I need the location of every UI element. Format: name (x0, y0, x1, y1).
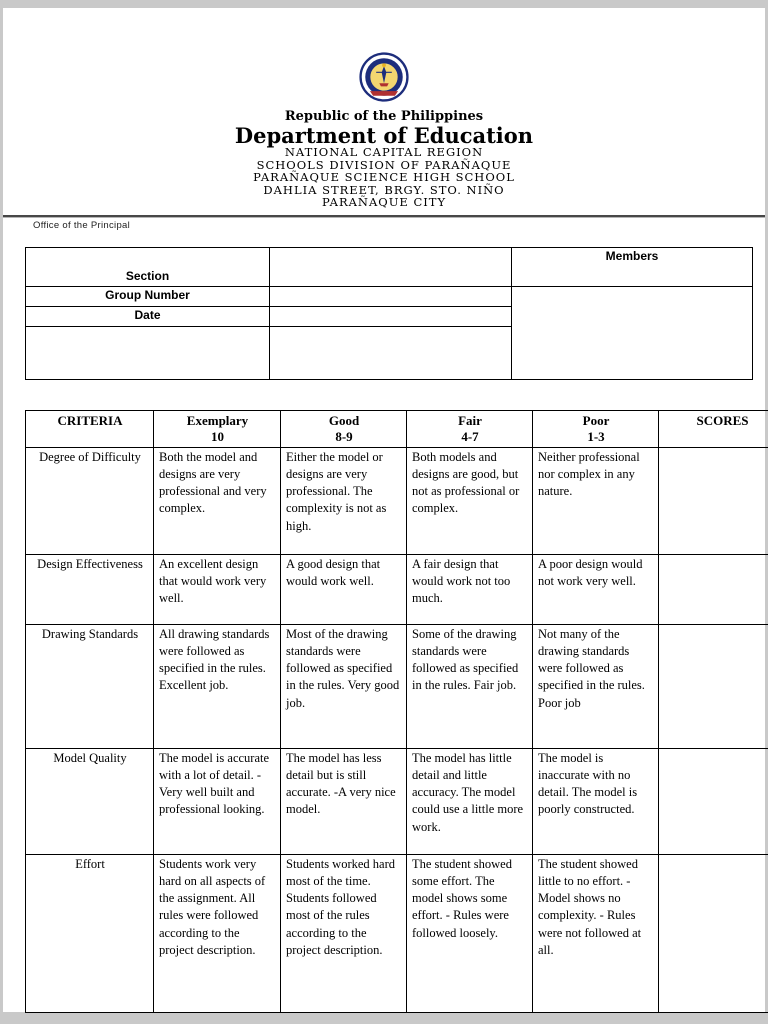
fair-cell: The model has little detail and little accuracy. The model could use a little more work. (407, 748, 533, 854)
header-good-points: 8-9 (335, 428, 353, 444)
exemplary-cell: Both the model and designs are very professional and very complex. (154, 447, 281, 554)
blank-label-cell (26, 326, 270, 379)
header-good (281, 410, 407, 447)
school-line: PARAÑAQUE SCIENCE HIGH SCHOOL (253, 170, 515, 184)
score-cell (659, 447, 768, 554)
rubric-table (25, 410, 768, 1013)
poor-cell: The model is inaccurate with no detail. The model is poorly constructed. (533, 748, 659, 854)
rubric-row-effort (26, 854, 768, 1012)
header-fair-points: 4-7 (461, 428, 479, 444)
good-cell: Most of the drawing standards were followed as specified in the rules. Very good job. (281, 624, 407, 748)
fair-cell: Both models and designs are good, but not as professional or complex. (407, 447, 533, 554)
poor-cell: Not many of the drawing standards were followed as specified in the rules. Poor job (533, 624, 659, 748)
office-label: Office of the Principal (33, 219, 131, 231)
good-cell: Students worked hard most of the time. Students followed most of the rules according to the project description. (281, 854, 407, 1012)
document-page (3, 8, 765, 1012)
poor-cell: A poor design would not work very well. (533, 554, 659, 624)
score-cell (659, 748, 768, 854)
score-cell (659, 854, 768, 1012)
rubric-row-design-effectiveness (26, 554, 768, 624)
exemplary-cell: The model is accurate with a lot of detail. - Very well built and professional looking. (154, 748, 281, 854)
blank-value-cell (270, 326, 512, 379)
city-line: PARAÑAQUE CITY (321, 195, 447, 209)
region-line: NATIONAL CAPITAL REGION (284, 145, 484, 159)
exemplary-cell: All drawing standards were followed as specified in the rules. Excellent job. (154, 624, 281, 748)
header-criteria (26, 410, 154, 447)
score-cell (659, 554, 768, 624)
members-area (512, 286, 753, 379)
header-good-title: Good (328, 412, 360, 428)
header-fair-title: Fair (458, 412, 482, 428)
fair-cell: Some of the drawing standards were followed as specified in the rules. Fair job. (407, 624, 533, 748)
info-table (25, 247, 753, 380)
header-poor-title: Poor (582, 412, 610, 428)
poor-cell: The student showed little to no effort. - Model shows no complexity. - Rules were not followed at all. (533, 854, 659, 1012)
score-cell (659, 624, 768, 748)
rubric-row-model-quality (26, 748, 768, 854)
criteria-cell: Degree of Difficulty (26, 447, 154, 554)
criteria-cell: Drawing Standards (26, 624, 154, 748)
criteria-cell: Model Quality (26, 748, 154, 854)
info-row-group (26, 286, 753, 306)
fair-cell: The student showed some effort. The model shows some effort. - Rules were followed loosely. (407, 854, 533, 1012)
criteria-cell: Design Effectiveness (26, 554, 154, 624)
exemplary-cell: An excellent design that would work very well. (154, 554, 281, 624)
date-label: Date (26, 306, 270, 326)
members-header: Members (512, 247, 753, 286)
section-label: Section (26, 247, 270, 286)
street-line: DAHLIA STREET, BRGY. STO. NIÑO (263, 182, 505, 197)
group-number-value-cell (270, 286, 512, 306)
header-exemplary-points: 10 (211, 428, 224, 444)
good-cell: The model has less detail but is still accurate. -A very nice model. (281, 748, 407, 854)
poor-cell: Neither professional nor complex in any nature. (533, 447, 659, 554)
header-criteria-title: CRITERIA (57, 412, 123, 428)
date-value-cell (270, 306, 512, 326)
rubric-row-drawing-standards (26, 624, 768, 748)
info-row-section (26, 247, 753, 286)
header-scores (659, 410, 768, 447)
rubric-row-degree-of-difficulty (26, 447, 768, 554)
header-scores-title: SCORES (696, 412, 749, 428)
header-exemplary (154, 410, 281, 447)
group-number-label: Group Number (26, 286, 270, 306)
department-title: Department of Education (234, 123, 534, 148)
header-rule (3, 215, 765, 218)
header-poor-points: 1-3 (587, 428, 605, 444)
letterhead (3, 8, 765, 209)
good-cell: A good design that would work well. (281, 554, 407, 624)
deped-seal-logo (359, 52, 409, 102)
header-exemplary-title: Exemplary (186, 412, 249, 428)
header-fair (407, 410, 533, 447)
criteria-cell: Effort (26, 854, 154, 1012)
section-value-cell (270, 247, 512, 286)
good-cell: Either the model or designs are very professional. The complexity is not as high. (281, 447, 407, 554)
exemplary-cell: Students work very hard on all aspects of the assignment. All rules were followed according to the project description. (154, 854, 281, 1012)
division-line: SCHOOLS DIVISION OF PARAÑAQUE (256, 157, 512, 172)
header-poor (533, 410, 659, 447)
fair-cell: A fair design that would work not too much. (407, 554, 533, 624)
republic-line: Republic of the Philippines (284, 109, 484, 124)
rubric-header-row (26, 410, 768, 447)
